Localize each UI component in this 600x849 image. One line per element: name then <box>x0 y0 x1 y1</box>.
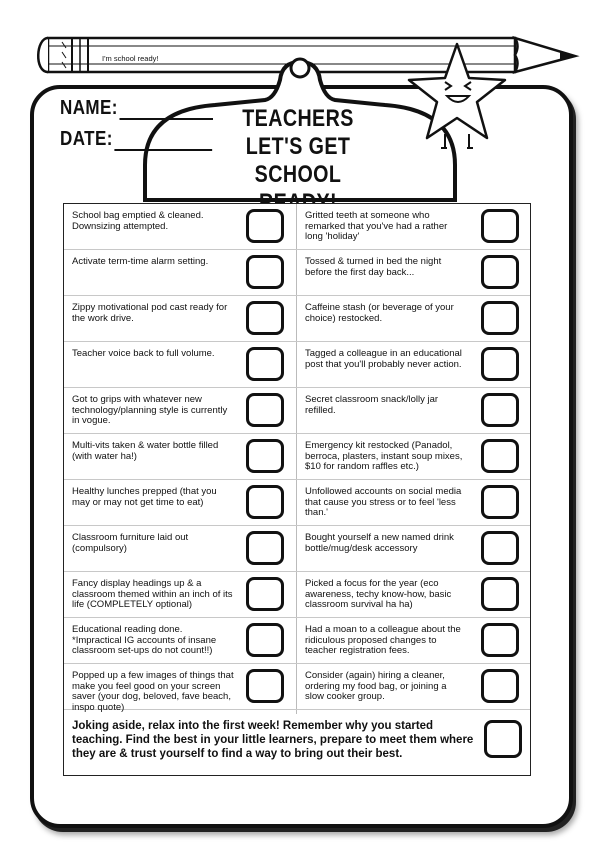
item-text: Popped up a few images of things that make you feel good on your screen saver (your dog, beloved, fave beach, inspo quote) <box>72 670 234 713</box>
checklist-item <box>64 572 296 617</box>
item-text: Emergency kit restocked (Panadol, berroca, plasters, instant soup mixes, $10 for random raffles etc.) <box>305 440 463 472</box>
checklist-row <box>64 572 530 618</box>
checklist-row <box>64 204 530 250</box>
checkbox[interactable] <box>246 393 284 427</box>
name-label: NAME: <box>60 97 118 119</box>
checklist-item <box>64 342 296 387</box>
checklist-item <box>64 618 296 663</box>
date-label: DATE: <box>60 128 113 150</box>
item-text: Caffeine stash (or beverage of your choice) restocked. <box>305 302 454 324</box>
checklist-row <box>64 618 530 664</box>
checklist-row <box>64 480 530 526</box>
checklist-item <box>297 434 530 479</box>
checklist-item <box>297 250 530 295</box>
checklist-item <box>64 664 296 713</box>
checkbox[interactable] <box>481 669 519 703</box>
page-title <box>220 105 376 217</box>
title-line-2: LET'S GET <box>245 133 351 160</box>
checklist-item <box>64 250 296 295</box>
item-text: Multi-vits taken & water bottle filled (with water ha!) <box>72 440 219 462</box>
final-note-row <box>64 714 530 766</box>
item-text: Got to grips with whatever new technology/planning style is currently in vogue. <box>72 394 228 426</box>
checklist-item <box>297 388 530 433</box>
final-checkbox[interactable] <box>484 720 522 758</box>
checkbox[interactable] <box>246 301 284 335</box>
checklist-item <box>64 296 296 341</box>
item-text: Picked a focus for the year (eco awareness, techy know-how, basic classroom survival ha ha) <box>305 578 452 610</box>
checkbox[interactable] <box>481 209 519 243</box>
checkbox[interactable] <box>246 255 284 289</box>
item-text: Gritted teeth at someone who remarked that you've had a rather long 'holiday' <box>305 210 448 242</box>
checklist-row <box>64 342 530 388</box>
title-line-1: TEACHERS <box>242 105 354 132</box>
item-text: Tossed & turned in bed the night before the first day back... <box>305 256 442 278</box>
checkbox[interactable] <box>481 577 519 611</box>
checklist-item <box>64 388 296 433</box>
checklist-item <box>297 664 530 709</box>
checklist-item <box>64 480 296 525</box>
item-text: Fancy display headings up & a classroom themed within an inch of its life (COMPLETELY optional) <box>72 578 233 610</box>
checklist-item <box>297 342 530 387</box>
checkbox[interactable] <box>481 439 519 473</box>
item-text: Unfollowed accounts on social media that cause you stress or to feel 'less than.' <box>305 486 462 518</box>
checklist-item <box>297 526 530 571</box>
checklist-row <box>64 434 530 480</box>
item-text: Tagged a colleague in an educational post that you'll probably never action. <box>305 348 462 370</box>
checkbox[interactable] <box>246 623 284 657</box>
item-text: Bought yourself a new named drink bottle/mug/desk accessory <box>305 532 454 554</box>
item-text: Healthy lunches prepped (that you may or may not get time to eat) <box>72 486 217 508</box>
pencil-label: I'm school ready! <box>102 54 159 63</box>
checkbox[interactable] <box>246 209 284 243</box>
checklist-item <box>297 618 530 663</box>
checklist-item <box>64 526 296 571</box>
checklist-item <box>297 480 530 525</box>
checkbox[interactable] <box>246 669 284 703</box>
item-text: Consider (again) hiring a cleaner, ordering my food bag, or joining a slow cooker group. <box>305 670 447 702</box>
checklist-row <box>64 388 530 434</box>
checkbox[interactable] <box>481 393 519 427</box>
checklist-item <box>297 296 530 341</box>
item-text: Activate term-time alarm setting. <box>72 256 209 267</box>
checkbox[interactable] <box>481 255 519 289</box>
checklist-row <box>64 526 530 572</box>
checklist-row <box>64 296 530 342</box>
smiling-star-icon <box>405 40 515 155</box>
item-text: Classroom furniture laid out (compulsory) <box>72 532 189 554</box>
checkbox[interactable] <box>246 531 284 565</box>
name-blank[interactable] <box>120 100 214 120</box>
checkbox[interactable] <box>481 301 519 335</box>
checkbox[interactable] <box>246 347 284 381</box>
checkbox[interactable] <box>481 623 519 657</box>
checklist-row <box>64 664 530 713</box>
item-text: School bag emptied & cleaned. Downsizing attempted. <box>72 210 204 232</box>
item-text: Teacher voice back to full volume. <box>72 348 215 359</box>
checklist <box>63 203 531 776</box>
item-text: Secret classroom snack/lolly jar refilled. <box>305 394 439 416</box>
checklist-item <box>297 204 530 249</box>
item-text: Had a moan to a colleague about the ridiculous proposed changes to teacher registration fees. <box>305 624 461 656</box>
checkbox[interactable] <box>481 347 519 381</box>
final-note: Joking aside, relax into the first week! Remember why you started teaching. Find the best in your little learners, prepare to meet them where they are & trust yourself to find a way to bring out their best. <box>72 720 474 760</box>
item-text: Educational reading done. *Impractical IG accounts of insane classroom set-ups do not count!!) <box>72 624 217 656</box>
checklist-item <box>64 434 296 479</box>
date-blank[interactable] <box>115 131 213 151</box>
date-field[interactable] <box>60 128 212 151</box>
checkbox[interactable] <box>246 485 284 519</box>
checkbox[interactable] <box>246 439 284 473</box>
checklist-item <box>64 204 296 249</box>
item-text: Zippy motivational pod cast ready for the work drive. <box>72 302 228 324</box>
name-field[interactable] <box>60 97 213 120</box>
checkbox[interactable] <box>246 577 284 611</box>
checklist-row <box>64 250 530 296</box>
checklist-item <box>297 572 530 617</box>
title-line-3: SCHOOL <box>254 161 342 188</box>
checkbox[interactable] <box>481 531 519 565</box>
checkbox[interactable] <box>481 485 519 519</box>
